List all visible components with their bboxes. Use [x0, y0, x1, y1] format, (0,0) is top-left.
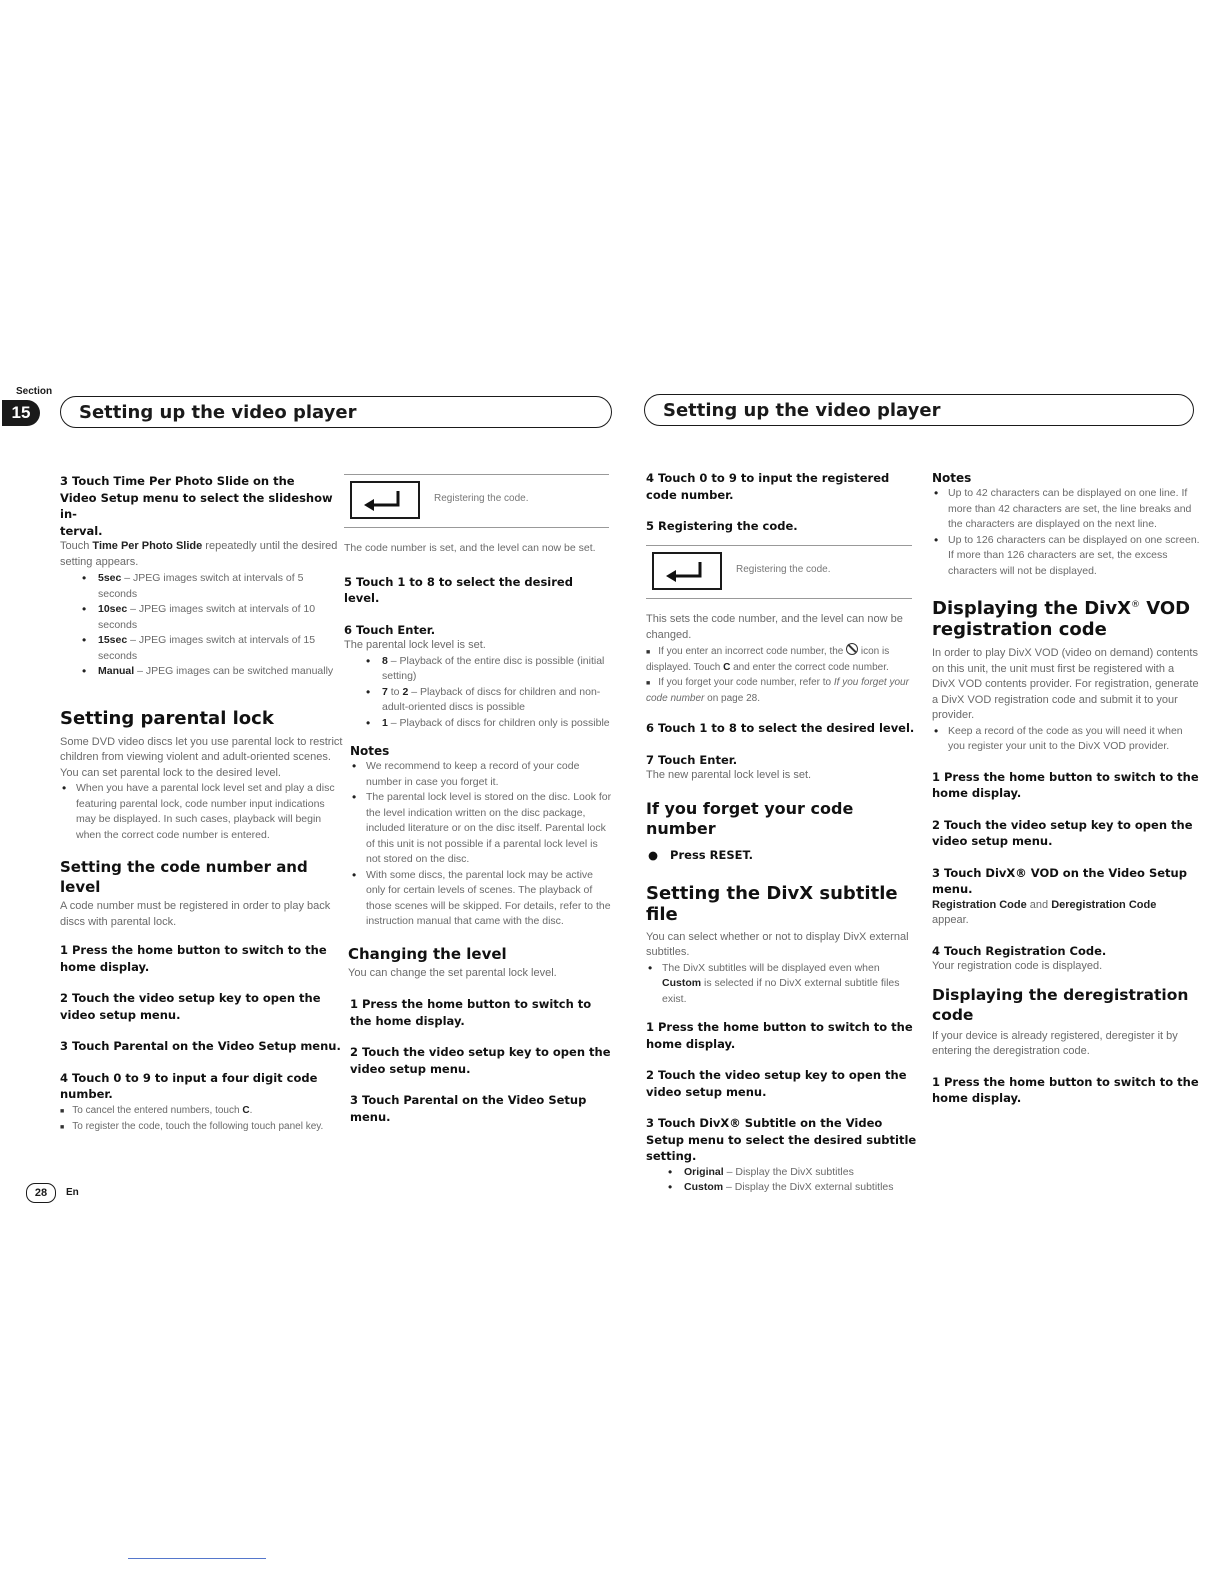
enter-key-icon [350, 481, 420, 519]
changing-level-heading: Changing the level [348, 944, 507, 963]
note-cancel: ■ To cancel the entered numbers, touch C. [60, 1103, 344, 1119]
list-item: • Up to 42 characters can be displayed on one line. If more than 42 characters are set, the line breaks and the characters are displayed on the next line. [932, 486, 1200, 533]
code-number-body: A code number must be registered in order to play back discs with parental lock. [60, 900, 331, 928]
step-6: 6 Touch 1 to 8 to select the desired level. [646, 721, 915, 735]
note-forgot-code: ■ If you forget your code number, refer to If you forget your code number on page 28. [646, 675, 918, 706]
column-1 [60, 473, 344, 1135]
step-1: 1 Press the home button to switch to the home display. [646, 1020, 913, 1051]
notes-heading: Notes [350, 744, 390, 758]
step-7: 7 Touch Enter. [646, 752, 738, 767]
list-item: • 7 to 2 – Playback of discs for children and non-adult-oriented discs is possible [344, 685, 612, 716]
step-5: 5 Registering the code. [646, 519, 798, 533]
step-2: 2 Touch the video setup key to open the video setup menu. [932, 817, 1193, 848]
notes-heading: Notes [932, 471, 972, 485]
divx-subtitle-heading: Setting the DivX subtitle file [646, 882, 898, 925]
step-2: 2 Touch the video setup key to open the video setup menu. [350, 1045, 611, 1076]
step-6-body: The parental lock level is set. [344, 639, 486, 651]
list-item: • 1 – Playback of discs for children only is possible [344, 716, 612, 732]
forget-code-heading: If you forget your code number [646, 798, 854, 838]
column-4 [932, 470, 1200, 1107]
step-1: 1 Press the home button to switch to the home display. [932, 1074, 1199, 1105]
step-6: 6 Touch Enter. [344, 622, 436, 637]
divider [128, 1558, 266, 1559]
list-item: • 5sec – JPEG images switch at intervals of 5 seconds [60, 571, 344, 602]
deregistration-body: If your device is already registered, deregister it by entering the deregistration code. [932, 1029, 1178, 1057]
list-item: • We recommend to keep a record of your code number in case you forget it. [350, 759, 612, 790]
register-code-label: Registering the code. [736, 564, 831, 575]
column-2 [344, 541, 612, 1125]
list-item: • With some discs, the parental lock may be active only for certain levels of scenes. The playback of those scenes will be skipped. For details, refer to the instruction manual that came with the disc. [350, 868, 612, 930]
deregistration-heading: Displaying the deregistration code [932, 985, 1189, 1024]
divx-vod-heading: Displaying the DivX® VOD registration code [932, 598, 1191, 640]
column-3-lower [646, 612, 918, 1196]
page-number: 28 [26, 1183, 56, 1203]
list-item: • 10sec – JPEG images switch at intervals of 10 seconds [60, 602, 344, 633]
changing-level-body: You can change the set parental lock level. [348, 966, 557, 979]
page-title-right: Setting up the video player [644, 394, 1194, 426]
list-item: • Up to 126 characters can be displayed on one screen. If more than 126 characters are set, the excess characters will not be displayed. [932, 533, 1200, 580]
step-3: 3 Touch DivX® Subtitle on the Video Setup menu to select the desired subtitle setting. [646, 1116, 917, 1163]
list-item: • Keep a record of the code as you will need it when you register your unit to the DivX VOD provider. [932, 724, 1200, 755]
register-code-panel [344, 474, 609, 528]
list-item: • Original – Display the DivX subtitles [646, 1165, 918, 1181]
step-4-body: Your registration code is displayed. [932, 960, 1103, 972]
press-reset: ● Press RESET. [648, 847, 753, 862]
step-3: 3 Touch Parental on the Video Setup menu. [60, 1039, 341, 1053]
step-1: 1 Press the home button to switch to the home display. [350, 997, 592, 1028]
note-register: ■ To register the code, touch the following touch panel key. [60, 1119, 344, 1135]
slide-interval-list [60, 571, 344, 680]
register-code-panel [646, 545, 912, 599]
section-number-badge: 15 [2, 400, 40, 426]
list-item: • 8 – Playback of the entire disc is possible (initial setting) [344, 654, 612, 685]
divx-subtitle-body: You can select whether or not to display DivX external subtitles. [646, 930, 909, 958]
step-2: 2 Touch the video setup key to open the video setup menu. [60, 991, 321, 1022]
page-language: En [66, 1187, 79, 1198]
sets-body: This sets the code number, and the level can now be changed. [646, 613, 903, 641]
list-item: • When you have a parental lock level set and play a disc featuring parental lock, code number input indications may be displayed. In such cases, playback will begin when the correct code number is entered. [60, 781, 344, 843]
prohibited-icon [846, 643, 858, 655]
section-label: Section [16, 386, 53, 397]
parental-lock-heading: Setting parental lock [60, 707, 274, 729]
step-4: 4 Touch Registration Code. [932, 943, 1107, 958]
divx-vod-body: In order to play DivX VOD (video on demand) contents on this unit, the unit must first be registered with a DivX VOD contents provider. For registration, generate a DivX VOD registration code and submit it to your provider. [932, 647, 1199, 721]
step-3: 3 Touch DivX® VOD on the Video Setup menu. [932, 865, 1187, 896]
note-incorrect-code: ■ If you enter an incorrect code number, the icon is displayed. Touch C and enter the correct code number. [646, 643, 918, 675]
list-item: • Manual – JPEG images can be switched manually [60, 664, 344, 680]
step-2: 2 Touch the video setup key to open the video setup menu. [646, 1068, 907, 1099]
step-4: 4 Touch 0 to 9 to input the registered code number. [646, 471, 890, 502]
page-title-left: Setting up the video player [60, 396, 612, 428]
list-item: • 15sec – JPEG images switch at intervals of 15 seconds [60, 633, 344, 664]
step-3-body: Touch Time Per Photo Slide repeatedly until the desired setting appears. [60, 540, 338, 568]
parental-lock-body: Some DVD video discs let you use parental lock to restrict children from viewing violent and adult-oriented scenes. You can set parental lock to the desired level. [60, 735, 343, 779]
register-code-label: Registering the code. [434, 493, 529, 504]
step-4: 4 Touch 0 to 9 to input a four digit code number. [60, 1070, 318, 1101]
column-3 [646, 470, 918, 535]
step-3: 3 Touch Parental on the Video Setup menu. [350, 1093, 587, 1124]
list-item: • The DivX subtitles will be displayed even when Custom is selected if no DivX external subtitle files exist. [646, 961, 918, 1008]
list-item: • The parental lock level is stored on the disc. Look for the level indication written on the disc package, included literature or on the disc itself. Parental lock of this unit is not possible if a parental lock level is not stored on the disc. [350, 790, 612, 868]
step-1: 1 Press the home button to switch to the home display. [932, 769, 1199, 800]
enter-key-icon [652, 552, 722, 590]
step-7-body: The new parental lock level is set. [646, 769, 812, 781]
code-number-heading: Setting the code number and level [60, 858, 308, 896]
step-5: 5 Touch 1 to 8 to select the desired level. [344, 574, 573, 605]
step-3-body: Registration Code and Deregistration Code appear. [932, 898, 1157, 926]
list-item: • Custom – Display the DivX external subtitles [646, 1180, 918, 1196]
step-3-heading: 3 Touch Time Per Photo Slide on the Video Setup menu to select the slideshow in- terval. [60, 474, 333, 538]
step-1: 1 Press the home button to switch to the home display. [60, 943, 327, 974]
set-body: The code number is set, and the level can now be set. [344, 542, 596, 554]
